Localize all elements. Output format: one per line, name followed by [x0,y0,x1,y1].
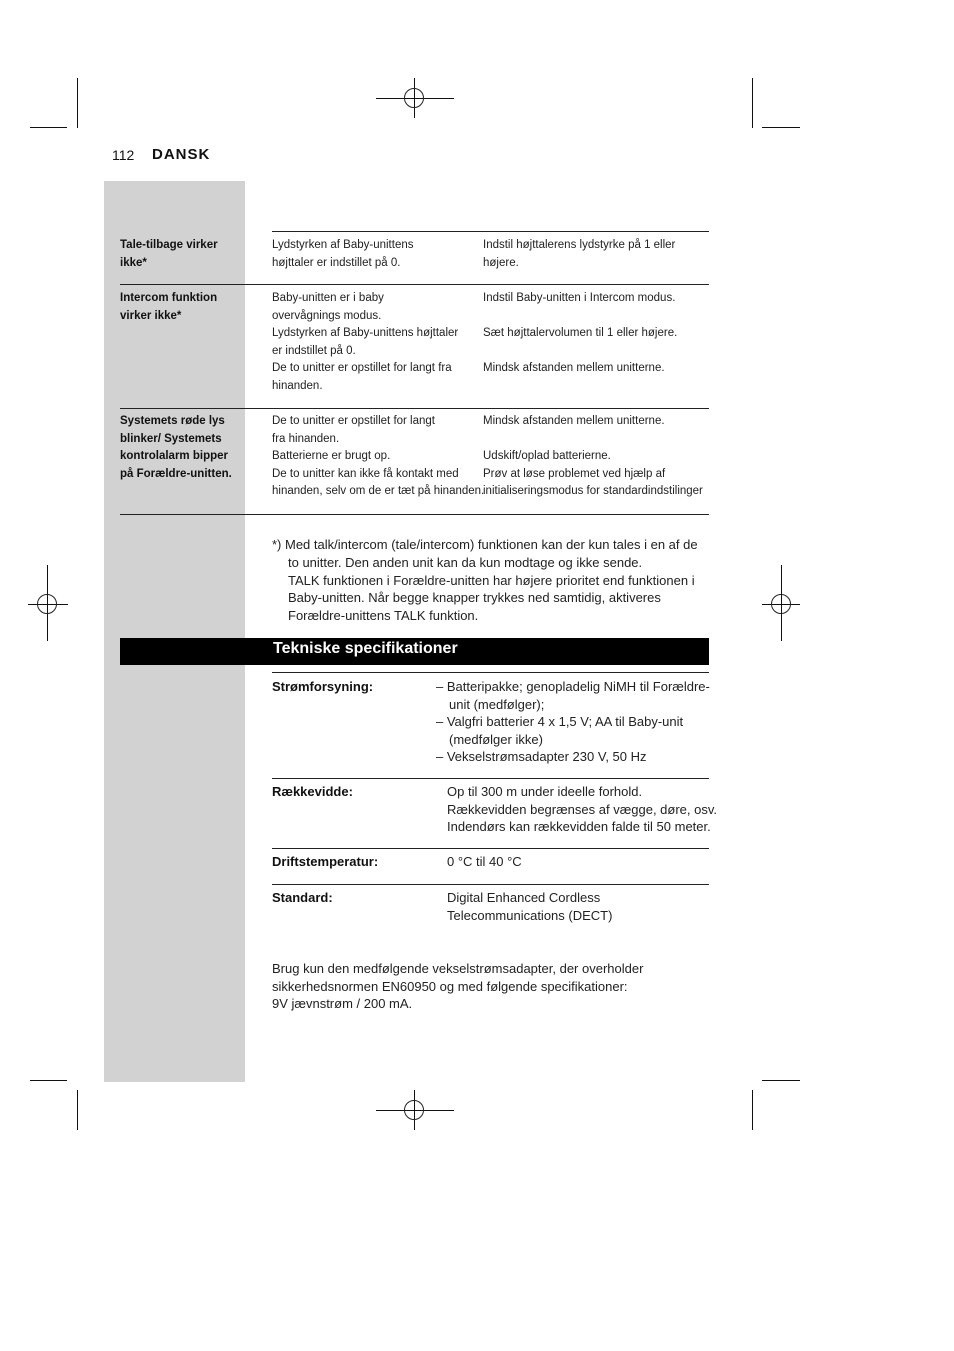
spec-value: – Batteripakke; genopladelig NiMH til Forældre- unit (medfølger); – Valgfri batterier 4 x 1,5 V; AA til Baby-unit (medfølger ikke) – Vekselstrømsadapter 230 V, 50 Hz [436,679,710,765]
footnote: *) Med talk/intercom (tale/intercom) funktionen kan der kun tales i en af de to unitter. Den anden unit kan da kun modtage og ikke sende. TALK funktionen i Forældre-unitten har højere prioritet end funktionen i Baby-unitten. Når begge knapper trykkes ned samtidig, aktiveres Forældre-unittens TALK funktion. [272,537,698,624]
table-rule [120,408,709,409]
spec-label: Standard: [272,890,333,905]
spec-value: 0 °C til 40 °C [447,854,522,869]
spec-rule [272,672,709,673]
language-heading: DANSK [152,146,211,163]
solution-cell: Sæt højttalervolumen til 1 eller højere. [483,327,678,339]
spec-label: Driftstemperatur: [272,854,379,869]
problem-cell: Systemets røde lys blinker/ Systemets kontrolalarm bipper på Forældre-unitten. [120,415,232,480]
spec-rule [272,848,709,849]
cause-cell: De to unitter er opstillet for langt fra hinanden. Batterierne er brugt op. De to unitter kan ikke få kontakt med hinanden, selv om de er tæt på hinanden. [272,415,485,498]
spec-rule [272,884,709,885]
spec-rule [272,778,709,779]
solution-cell: Mindsk afstanden mellem unitterne. [483,362,665,374]
solution-cell: Udskift/oplad batterierne. Prøv at løse problemet ved hjælp af initialiseringsmodus for standardindstilinger [483,450,703,498]
section-title: Tekniske specifikationer [273,640,458,657]
spec-label: Strømforsyning: [272,679,374,694]
table-rule [120,284,709,285]
spec-label: Rækkevidde: [272,784,353,799]
solution-cell: Mindsk afstanden mellem unitterne. [483,415,665,427]
cause-cell: Lydstyrken af Baby-unittens højttaler er indstillet på 0. [272,239,414,269]
solution-cell: Indstil Baby-unitten i Intercom modus. [483,292,676,304]
problem-cell: Tale-tilbage virker ikke* [120,239,218,269]
spec-value: Op til 300 m under ideelle forhold. Rækkevidden begrænses af vægge, døre, osv. Indendørs kan rækkevidden falde til 50 meter. [447,784,718,835]
problem-cell: Intercom funktion virker ikke* [120,292,218,322]
cause-cell: Baby-unitten er i baby overvågnings modus. Lydstyrken af Baby-unittens højttaler er indstillet på 0. De to unitter er opstillet for langt fra hinanden. [272,292,459,392]
table-rule [120,514,709,515]
solution-cell: Indstil højttalerens lydstyrke på 1 eller højere. [483,239,676,269]
adapter-note: Brug kun den medfølgende vekselstrømsadapter, der overholder sikkerhedsnormen EN60950 og med følgende specifikationer: 9V jævnstrøm / 200 mA. [272,961,644,1012]
spec-value: Digital Enhanced Cordless Telecommunications (DECT) [447,890,613,923]
page-number: 112 [112,147,135,163]
table-rule [272,231,709,232]
